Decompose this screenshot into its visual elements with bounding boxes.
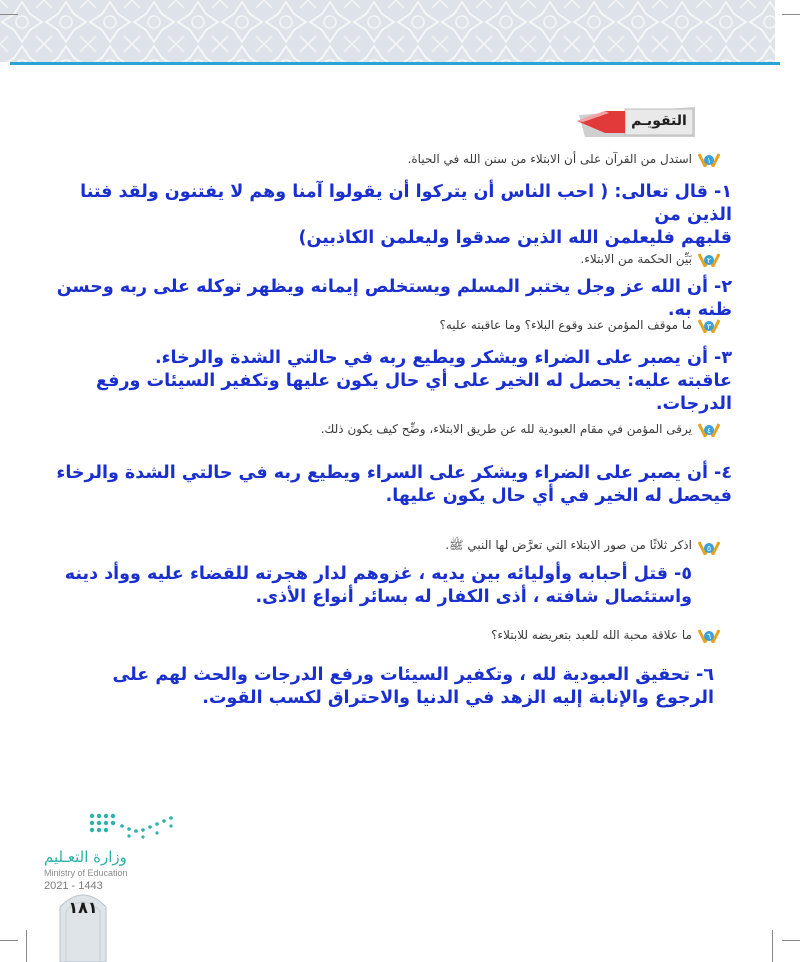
answer-3 [52,347,732,416]
header-pattern-band [0,0,775,62]
svg-text:٢: ٢ [706,256,712,265]
crop-mark [26,930,27,962]
crop-mark [772,930,773,962]
section-title: التقويـم [631,113,687,129]
question-1 [408,150,720,167]
question-text: بَيِّن الحكمة من الابتلاء. [580,251,692,266]
answer-1 [52,181,732,250]
question-5 [445,538,720,555]
geometric-pattern [0,0,775,62]
ministry-logo-dots [88,812,180,840]
ministry-name-ar: وزارة التعـليم [44,848,127,866]
question-badge-icon [698,150,720,167]
answer-line: ٦- تحقيق العبودية لله ، وتكفير السيئات ورفع الدرجات والحث لهم على [112,665,714,685]
answer-line: قلبهم فليعلمن الله الذين صدقوا وليعلمن الكاذبين) [298,228,732,248]
answer-4 [52,462,732,508]
question-badge-icon [698,538,720,555]
answer-line: ٢- أن الله عز وجل يختبر المسلم ويستخلص إيمانه ويظهر توكله على ربه وحسن ظنه به. [56,277,732,320]
svg-text:٣: ٣ [706,322,712,331]
answer-line: ٥- قتل أحبابه وأوليائه بين يديه ، غزوهم لدار هجرته للقضاء عليه ووأد دينه [64,564,692,584]
question-badge-icon [698,250,720,267]
page-number-tower [52,885,114,962]
answer-line: واستئصال شافته ، أذى الكفار له بسائر أنواع الأذى. [255,587,692,607]
answer-line: ٣- أن يصبر على الضراء ويشكر ويطيع ربه في حالتي الشدة والرخاء. [154,348,732,368]
question-6 [491,626,720,643]
header-divider [10,62,780,65]
question-text: ما موقف المؤمن عند وقوع البلاء؟ وما عاقبته عليه؟ [439,317,692,332]
svg-text:٤: ٤ [706,426,712,435]
crop-mark [0,14,18,15]
answer-6 [74,664,714,710]
ministry-name-en: Ministry of Education [44,868,128,878]
question-text: استدل من القرآن على أن الابتلاء من سنن الله في الحياة. [407,151,692,166]
question-badge-icon [698,420,720,437]
answer-line: عاقبته عليه: يحصل له الخير على أي حال يكون عليها وتكفير السيئات ورفع الدرجات. [96,371,732,414]
question-2 [580,250,720,267]
svg-text:٥: ٥ [706,544,712,553]
svg-text:٦: ٦ [706,632,712,641]
page-number: ١٨١ [68,898,98,917]
crop-mark [782,940,800,941]
question-text: يرقى المؤمن في مقام العبودية لله عن طريق الابتلاء، وضِّح كيف يكون ذلك. [320,421,692,436]
answer-line: فيحصل له الخير في أي حال يكون عليها. [385,486,732,506]
answer-line: الرجوع والإنابة إليه الزهد في الدنيا والاحتراق لكسب القوت. [202,688,714,708]
edition-year: 2021 - 1443 [44,880,103,892]
answer-line: ١- قال تعالى: ( احب الناس أن يتركوا أن يقولوا آمنا وهم لا يفتنون ولقد فتنا الذين من [80,182,732,225]
question-text: اذكر ثلاثًا من صور الابتلاء التي تعرَّض لها النبي ﷺ. [445,538,692,552]
question-badge-icon [698,316,720,333]
answer-line: ٤- أن يصبر على الضراء ويشكر على السراء ويطيع ربه في حالتي الشدة والرخاء [56,463,732,483]
question-badge-icon [698,626,720,643]
answer-5 [52,563,692,609]
question-4 [321,420,720,437]
crop-mark [0,940,18,941]
crop-mark [782,14,800,15]
question-text: ما علاقة محبة الله للعبد بتعريضه للابتلاء؟ [491,627,692,642]
question-3 [440,316,721,333]
svg-text:١: ١ [706,156,712,165]
